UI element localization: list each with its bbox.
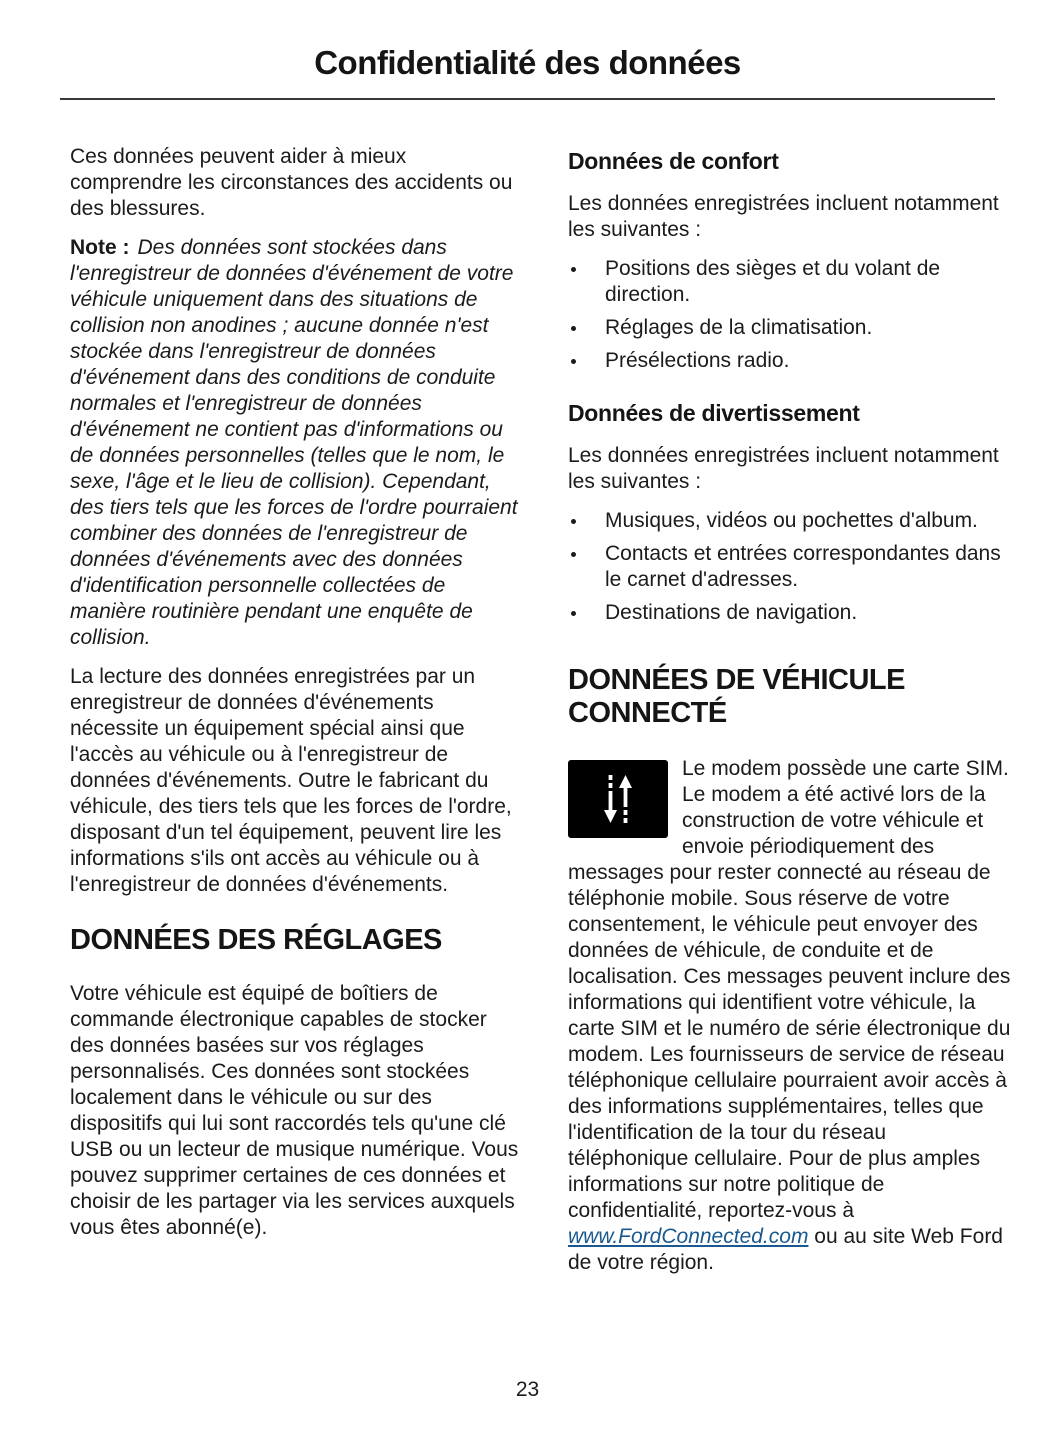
settings-data-paragraph: Votre véhicule est équipé de boîtiers de commande électronique capables de stocker des données basées sur vos réglages personnalisés. Ces données sont stockées localement dans le véhicule ou sur des dispositifs qui lui sont raccordés tels qu'une clé USB ou un lecteur de musique numérique. Vous pouvez supprimer certaines de ces données et choisir de les partager via les services auxquels vous êtes abonné(e). <box>70 982 519 1239</box>
list-item-text: Réglages de la climatisation. <box>605 316 873 339</box>
page-title: Confidentialité des données <box>314 44 741 81</box>
bullet-dot-icon <box>571 519 576 524</box>
entertainment-data-list <box>568 508 1011 626</box>
note-label: Note : <box>70 236 130 259</box>
right-column <box>568 144 1011 1289</box>
page-content <box>0 100 1055 1289</box>
note-text: Des données sont stockées dans l'enregistreur de données d'événement de votre véhicule uniquement dans des situations de collision non anodines ; aucune donnée n'est stockée dans l'enregistreur de données d'événement dans des conditions de conduite normales et l'enregistreur de données d'événement ne contient pas d'informations ou de données personnelles (telles que le nom, le sexe, l'âge et le lieu de collision). Cependant, des tiers tels que les forces de l'ordre pourraient combiner des données de l'enregistreur de données d'événements avec des données d'identification personnelle collectées de manière routinière pendant une enquête de collision. <box>70 236 518 649</box>
bullet-dot-icon <box>571 326 576 331</box>
page-number: 23 <box>515 1378 540 1401</box>
list-item <box>568 256 1011 308</box>
ford-connected-link[interactable]: www.FordConnected.com <box>568 1225 809 1248</box>
bullet-dot-icon <box>571 359 576 364</box>
modem-data-transfer-arrows-icon <box>568 760 668 838</box>
settings-data-heading: DONNÉES DES RÉGLAGES <box>70 924 442 956</box>
comfort-data-list <box>568 256 1011 374</box>
connected-vehicle-text-before-link: Le modem possède une carte SIM. Le modem a été activé lors de la construction de votre véhicule et envoie périodiquement des messages pour rester connecté au réseau de téléphonie mobile. Sous réserve de votre consentement, le véhicule peut envoyer des données de véhicule, de conduite et de localisation. Ces messages peuvent inclure des informations qui identifient votre véhicule, la carte SIM et le numéro de série électronique du modem. Les fournisseurs de service de réseau téléphonique cellulaire pourraient avoir accès à des informations supplémentaires, telles que l'identification de la tour du réseau téléphonique cellulaire. Pour de plus amples informations sur notre politique de confidentialité, reportez-vous à <box>568 757 1011 1222</box>
connected-vehicle-data-heading: DONNÉES DE VÉHICULE CONNECTÉ <box>568 664 905 729</box>
event-data-reading-paragraph: La lecture des données enregistrées par un enregistreur de données d'événements nécessite un équipement spécial ainsi que l'accès au véhicule ou à l'enregistreur de données d'événements. Outre le fabricant du véhicule, des tiers tels que les forces de l'ordre, disposant d'un tel équipement, peuvent lire les informations s'ils ont accès au véhicule ou à l'enregistreur de données d'événements. <box>70 665 512 896</box>
note-paragraph <box>70 235 522 651</box>
list-item <box>568 315 1011 341</box>
comfort-data-heading: Données de confort <box>568 148 779 174</box>
list-item-text: Contacts et entrées correspondantes dans le carnet d'adresses. <box>605 542 1001 591</box>
list-item-text: Présélections radio. <box>605 349 790 372</box>
connected-vehicle-text-after-link: ou au site Web Ford de votre région. <box>568 1225 1003 1274</box>
intro-paragraph: Ces données peuvent aider à mieux comprendre les circonstances des accidents ou des blessures. <box>70 145 513 220</box>
connected-vehicle-paragraph <box>568 756 1011 1276</box>
bullet-dot-icon <box>571 552 576 557</box>
list-item <box>568 348 1011 374</box>
comfort-data-intro: Les données enregistrées incluent notamment les suivantes : <box>568 192 999 241</box>
entertainment-data-heading: Données de divertissement <box>568 400 860 426</box>
list-item-text: Musiques, vidéos ou pochettes d'album. <box>605 509 978 532</box>
entertainment-data-intro: Les données enregistrées incluent notamment les suivantes : <box>568 444 999 493</box>
list-item <box>568 508 1011 534</box>
list-item-text: Destinations de navigation. <box>605 601 858 624</box>
bullet-dot-icon <box>571 267 576 272</box>
list-item <box>568 600 1011 626</box>
list-item-text: Positions des sièges et du volant de direction. <box>605 257 941 306</box>
list-item <box>568 541 1011 593</box>
left-column <box>70 144 522 1289</box>
bullet-dot-icon <box>571 611 576 616</box>
